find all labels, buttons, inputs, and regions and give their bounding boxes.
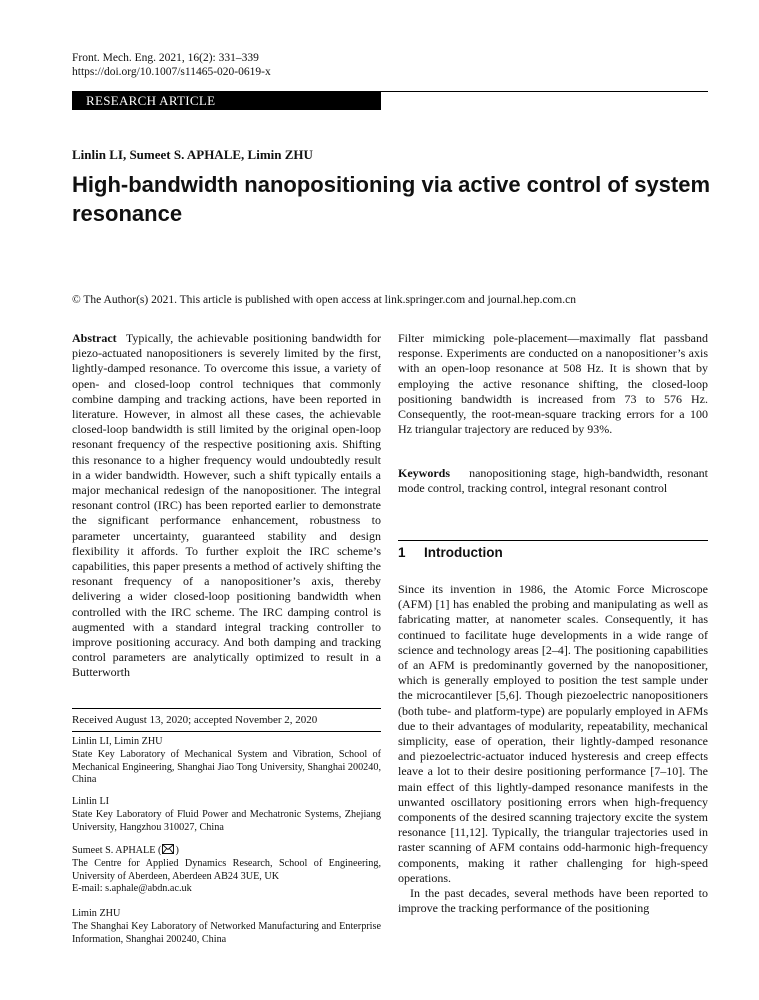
affiliation-address: State Key Laboratory of Mechanical System and Vibration, School of Mechanical Engineering, Shanghai Jiao Tong University, Shanghai 200240, China bbox=[72, 748, 381, 786]
section-title: Introduction bbox=[424, 545, 503, 560]
affiliation-name: Limin ZHU bbox=[72, 908, 121, 919]
keywords-text: nanopositioning stage, high-bandwidth, resonant mode control, tracking control, integral resonant control bbox=[398, 466, 708, 496]
footnote-rule-top bbox=[72, 708, 381, 709]
affiliation-name: Linlin LI bbox=[72, 796, 110, 807]
footnote-rule-bottom bbox=[72, 731, 381, 732]
doi-link[interactable]: https://doi.org/10.1007/s11465-020-0619-x bbox=[72, 65, 271, 78]
affiliation-2 bbox=[72, 796, 381, 834]
abstract-right-column bbox=[398, 331, 708, 437]
keywords-block bbox=[398, 466, 708, 496]
affiliation-name: Linlin LI, Limin ZHU bbox=[72, 736, 163, 747]
author-list: Linlin LI, Sumeet S. APHALE, Limin ZHU bbox=[72, 147, 313, 162]
affiliation-3 bbox=[72, 844, 381, 896]
article-title: High-bandwidth nanopositioning via active control of system resonance bbox=[72, 172, 711, 226]
abstract-paragraph bbox=[72, 331, 381, 681]
affiliation-name-suffix: ) bbox=[175, 845, 179, 856]
affiliation-4 bbox=[72, 908, 381, 946]
journal-citation: Front. Mech. Eng. 2021, 16(2): 331–339 bbox=[72, 52, 259, 64]
affiliation-1 bbox=[72, 736, 381, 787]
intro-paragraph-1: Since its invention in 1986, the Atomic Force Microscope (AFM) [1] has enabled the probing and manipulating as well as fabricating matter, at nanometer scales. Consequently, it has continued to facilitate huge developments in a wide range of science and technology areas [2–4]. The positioning capabilities of an AFM is predominantly governed by the nanopositioner, which is generally employed to position the test sample under the microcantilever [5,6]. Though piezoelectric nanopositioners (both tube- and platform-type) are popularly employed in AFMs due to their advantages of modularity, repeatability, mechanical simplicity, ease of operation, their lightly-damped resonance and piezoelectric-actuator induced hysteresis and creep effects leave a lot to their desire positioning performance [7–10]. The main effect of this lightly-damped resonance manifests in the unwanted oscillatory positioning errors when high-frequency components of the desired scanning trajectory excite the system resonance [11,12]. Typically, the triangular trajectories used in raster scanning of AFM contains odd-harmonic high-frequency components, making it rather challenging for high-speed operations. bbox=[398, 582, 708, 885]
abstract-left-column bbox=[72, 331, 381, 681]
affiliation-email[interactable]: E-mail: s.aphale@abdn.ac.uk bbox=[72, 883, 192, 895]
introduction-body bbox=[398, 582, 708, 916]
affiliation-name-line bbox=[72, 844, 381, 858]
keywords-label: Keywords bbox=[398, 466, 450, 480]
article-type-banner: RESEARCH ARTICLE bbox=[72, 92, 381, 110]
affiliation-address: State Key Laboratory of Fluid Power and Mechatronic Systems, Zhejiang University, Hangzhou 310027, China bbox=[72, 808, 381, 833]
abstract-text-left: Typically, the achievable positioning bandwidth for piezo-actuated nanopositioners is severely limited by the first, lightly-damped resonance. To overcome this issue, a variety of open- and closed-loop control techniques that commonly combine damping and tracking actions, have been reported in literature. However, in almost all these cases, the achievable closed-loop bandwidth is still limited by the original open-loop resonant frequency of the respective positioning axis. Shifting this resonance to a higher frequency would undoubtedly result in a wider bandwidth. However, such a shift typically entails a major mechanical redesign of the nanopositioner. The integral resonant control (IRC) has been reported earlier to demonstrate the significant performance enhancement, robustness to parameter uncertainty, guaranteed stability and design flexibility it affords. To further exploit the IRC scheme’s capabilities, this paper presents a method of actively shifting the resonant frequency of a nanopositioner’s axis, thereby delivering a wider closed-loop positioning bandwidth when controlled with the IRC scheme. The IRC damping control is augmented with a standard integral tracking controller to improve positioning accuracy. And both damping and tracking control parameters are analytically optimized to result in a Butterworth bbox=[72, 331, 382, 680]
license-statement: © The Author(s) 2021. This article is published with open access at link.springer.com and journal.hep.com.cn bbox=[72, 294, 576, 306]
intro-paragraph-2: In the past decades, several methods have been reported to improve the tracking performance of the positioning bbox=[398, 886, 708, 916]
envelope-icon bbox=[162, 844, 174, 854]
section-heading bbox=[398, 545, 503, 560]
abstract-text-right: Filter mimicking pole-placement—maximally flat passband response. Experiments are conducted on a nanopositioner’s axis with an open-loop resonance at 508 Hz. It is shown that by employing the active resonance shifting, the closed-loop positioning bandwidth is increased from 73 to 576 Hz. Consequently, the root-mean-square tracking errors for a 100 Hz triangular trajectory are reduced by 93%. bbox=[398, 331, 708, 437]
affiliation-name: Sumeet S. APHALE ( bbox=[72, 845, 162, 856]
abstract-label: Abstract bbox=[72, 331, 117, 345]
received-dates: Received August 13, 2020; accepted November 2, 2020 bbox=[72, 714, 318, 726]
journal-header bbox=[72, 52, 271, 79]
section-number: 1 bbox=[398, 545, 406, 560]
affiliation-address: The Centre for Applied Dynamics Research, School of Engineering, University of Aberdeen, Aberdeen AB24 3UE, UK bbox=[72, 857, 381, 882]
affiliation-address: The Shanghai Key Laboratory of Networked Manufacturing and Enterprise Information, Shanghai 200240, China bbox=[72, 920, 381, 945]
section-rule bbox=[398, 540, 708, 541]
